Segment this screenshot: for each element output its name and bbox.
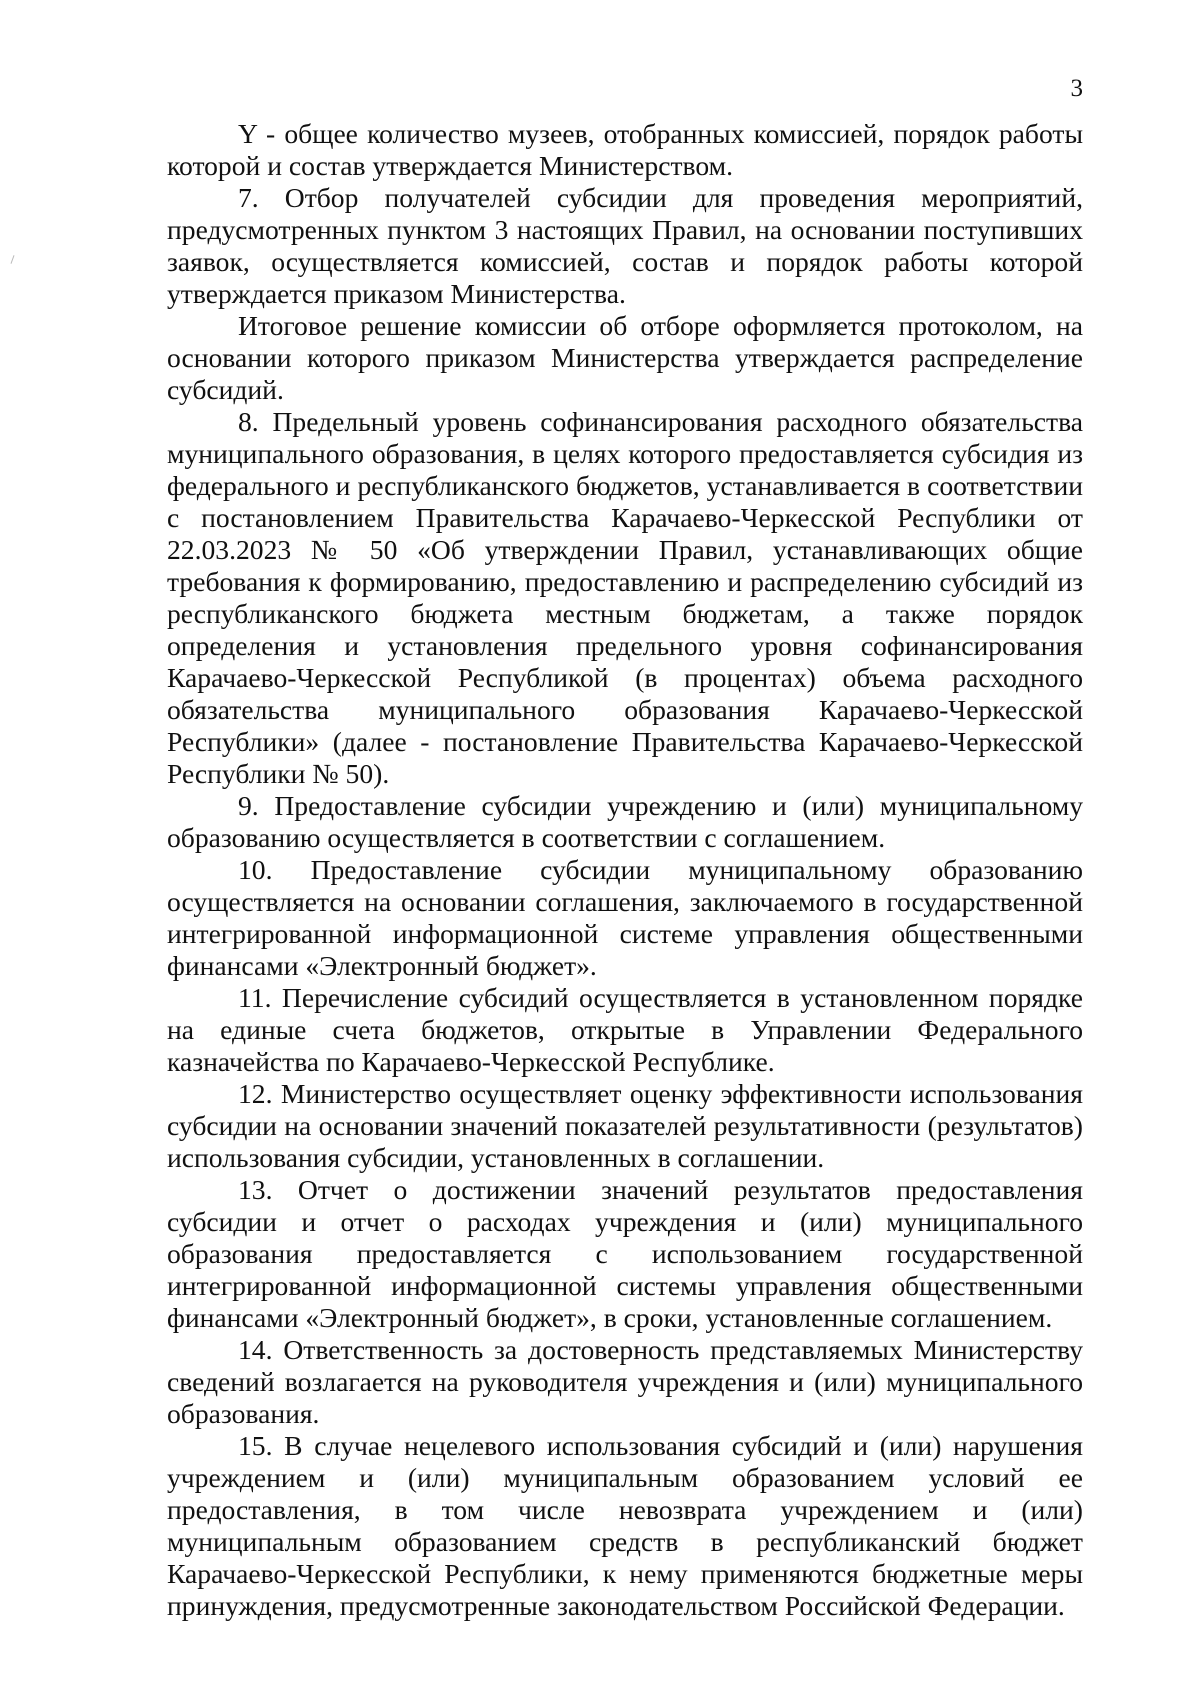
paragraph-7-decision: Итоговое решение комиссии об отборе оформляется протоколом, на основании которого приказом Министерства утверждается распределение субсидий. — [167, 310, 1083, 405]
paragraph-15: 15. В случае нецелевого использования субсидий и (или) нарушения учреждением и (или) муниципальным образованием условий ее предоставления, в том числе невозврата учреждением и (или) муниципальным образованием средств в республиканский бюджет Карачаево-Черкесской Республики, к нему применяются бюджетные меры принуждения, предусмотренные законодательством Российской Федерации. — [167, 1430, 1083, 1621]
paragraph-12: 12. Министерство осуществляет оценку эффективности использования субсидии на основании значений показателей результативности (результатов) использования субсидии, установленных в соглашении. — [167, 1078, 1083, 1173]
page-number: 3 — [1070, 75, 1083, 102]
paragraph-11: 11. Перечисление субсидий осуществляется в установленном порядке на единые счета бюджетов, открытые в Управлении Федерального казначейства по Карачаево-Черкесской Республике. — [167, 982, 1083, 1077]
paragraph-14: 14. Ответственность за достоверность представляемых Министерству сведений возлагается на руководителя учреждения и (или) муниципального образования. — [167, 1334, 1083, 1429]
paragraph-8: 8. Предельный уровень софинансирования расходного обязательства муниципального образования, в целях которого предоставляется субсидия из федерального и республиканского бюджетов, устанавливается в соответствии с постановлением Правительства Карачаево-Черкесской Республики от 22.03.2023 № 50 «Об утверждении Правил, устанавливающих общие требования к формированию, предоставлению и распределению субсидий из республиканского бюджета местным бюджетам, а также порядок определения и установления предельного уровня софинансирования Карачаево-Черкесской Республикой (в процентах) объема расходного обязательства муниципального образования Карачаево-Черкесской Республики» (далее - постановление Правительства Карачаево-Черкесской Республики № 50). — [167, 406, 1083, 789]
paragraph-10: 10. Предоставление субсидии муниципальному образованию осуществляется на основании соглашения, заключаемого в государственной интегрированной информационной системе управления общественными финансами «Электронный бюджет». — [167, 854, 1083, 981]
scan-artifact-mark — [10, 255, 14, 264]
document-body — [167, 118, 1083, 1622]
paragraph-9: 9. Предоставление субсидии учреждению и (или) муниципальному образованию осуществляется в соответствии с соглашением. — [167, 790, 1083, 853]
paragraph-13: 13. Отчет о достижении значений результатов предоставления субсидии и отчет о расходах учреждения и (или) муниципального образования предоставляется с использованием государственной интегрированной информационной системы управления общественными финансами «Электронный бюджет», в сроки, установленные соглашением. — [167, 1174, 1083, 1333]
paragraph-y-definition: Y - общее количество музеев, отобранных комиссией, порядок работы которой и состав утверждается Министерством. — [167, 118, 1083, 181]
paragraph-7: 7. Отбор получателей субсидии для проведения мероприятий, предусмотренных пунктом 3 настоящих Правил, на основании поступивших заявок, осуществляется комиссией, состав и порядок работы которой утверждается приказом Министерства. — [167, 182, 1083, 309]
